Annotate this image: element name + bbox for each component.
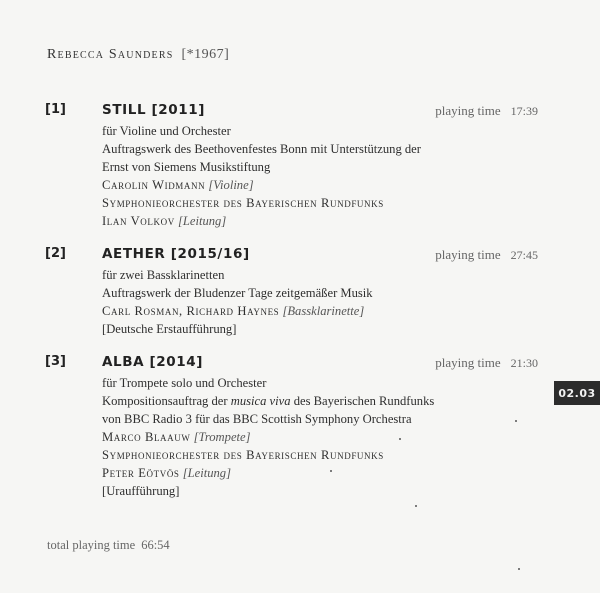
playing-time-label: playing time — [435, 355, 501, 370]
print-speck — [518, 568, 520, 570]
conductor-line — [102, 212, 502, 230]
track-title: STILL [2011] — [102, 102, 205, 118]
commission-text-a: Kompositionsauftrag der — [102, 394, 228, 408]
conductor-line — [102, 464, 502, 482]
commission-line-2: von BBC Radio 3 für das BBC Scottish Symphony Orchestra — [102, 412, 412, 426]
instrumentation: für Trompete solo und Orchester — [102, 376, 267, 390]
ensemble-line: Symphonieorchester des Bayerischen Rundfunks — [102, 448, 384, 462]
performers-names: Carl Rosman, Richard Haynes — [102, 304, 280, 318]
track-playing-time — [435, 247, 538, 263]
total-value: 66:54 — [141, 538, 170, 552]
playing-time-label: playing time — [435, 103, 501, 118]
track-number: [2] — [45, 246, 66, 261]
ensemble-line: Symphonieorchester des Bayerischen Rundfunks — [102, 196, 384, 210]
soloist-role: [Trompete] — [193, 430, 251, 444]
commission-line: Auftragswerk der Bludenzer Tage zeitgemäßer Musik — [102, 286, 373, 300]
soloist-name: Carolin Widmann — [102, 178, 206, 192]
soloist-line — [102, 428, 502, 446]
total-playing-time — [47, 538, 170, 553]
instrumentation: für zwei Bassklarinetten — [102, 268, 225, 282]
total-label: total playing time — [47, 538, 136, 552]
conductor-name: Peter Eötvös — [102, 466, 180, 480]
track-number: [3] — [45, 354, 66, 369]
commission-line: Auftragswerk des Beethovenfestes Bonn mit Unterstützung der — [102, 142, 421, 156]
track-number: [1] — [45, 102, 66, 117]
composer-heading — [47, 47, 229, 63]
conductor-role: [Leitung] — [182, 466, 231, 480]
page-badge: 02.03 — [554, 381, 600, 405]
composer-name: Rebecca Saunders — [47, 47, 174, 62]
composer-years: [*1967] — [181, 47, 230, 62]
performers-role: [Bassklarinette] — [282, 304, 365, 318]
playing-time-value: 27:45 — [510, 248, 538, 262]
instrumentation: für Violine und Orchester — [102, 124, 231, 138]
performers-line — [102, 302, 502, 320]
print-speck — [330, 470, 332, 472]
premiere-note: [Uraufführung] — [102, 484, 180, 498]
commission-text-italic: musica viva — [230, 394, 291, 408]
commission-line-2: Ernst von Siemens Musikstiftung — [102, 160, 271, 174]
premiere-note: [Deutsche Erstaufführung] — [102, 322, 237, 336]
playing-time-label: playing time — [435, 247, 501, 262]
conductor-name: Ilan Volkov — [102, 214, 175, 228]
soloist-line — [102, 176, 502, 194]
commission-text-c: des Bayerischen Rundfunks — [293, 394, 435, 408]
track-details — [102, 374, 502, 500]
track-playing-time — [435, 355, 538, 371]
track-title: ALBA [2014] — [102, 354, 204, 370]
commission-line — [102, 392, 502, 410]
track-playing-time — [435, 103, 538, 119]
track-details — [102, 122, 502, 230]
playing-time-value: 17:39 — [510, 104, 538, 118]
track-title: AETHER [2015/16] — [102, 246, 250, 262]
print-speck — [399, 438, 401, 440]
conductor-role: [Leitung] — [177, 214, 227, 228]
playing-time-value: 21:30 — [510, 356, 538, 370]
print-speck — [515, 420, 517, 422]
track-details — [102, 266, 502, 338]
soloist-name: Marco Blaauw — [102, 430, 191, 444]
soloist-role: [Violine] — [208, 178, 254, 192]
print-speck — [415, 505, 417, 507]
